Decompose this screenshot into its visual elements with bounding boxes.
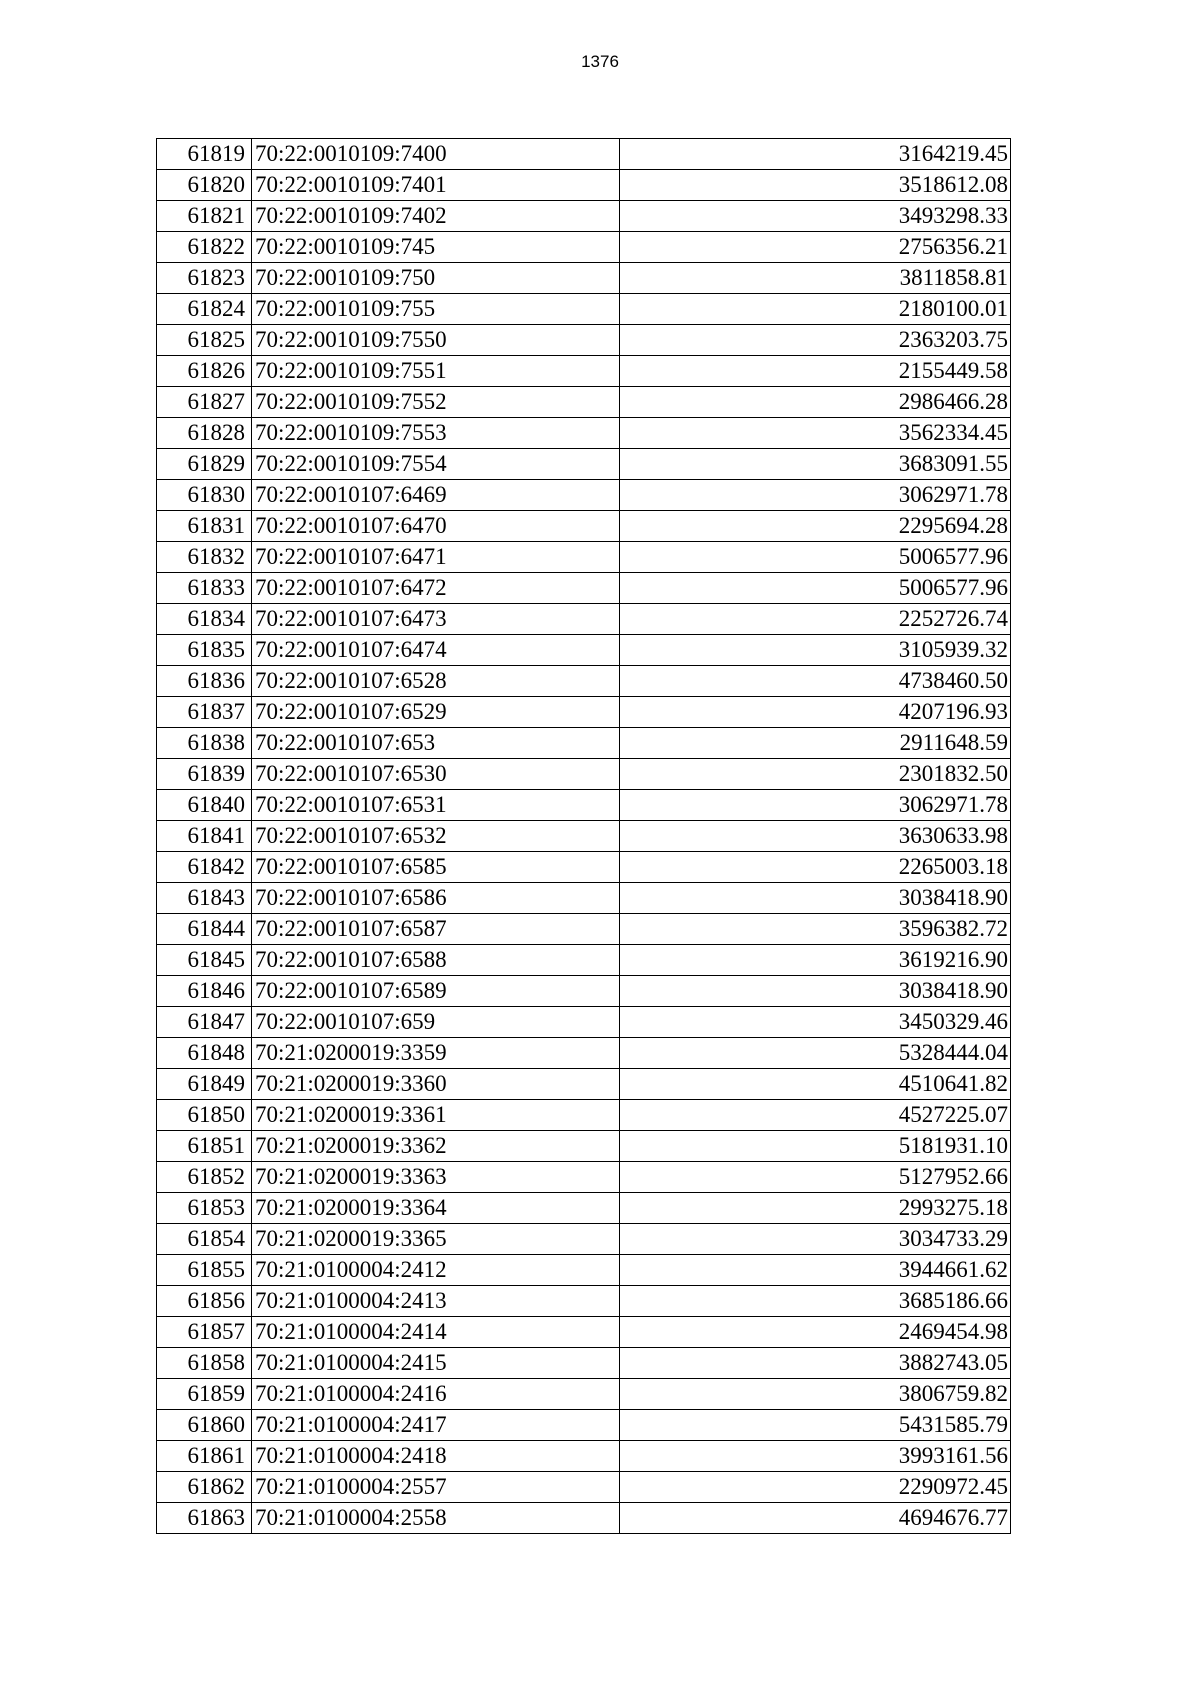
- table-row: [157, 914, 1011, 945]
- table-row: [157, 1069, 1011, 1100]
- cadastral-number-cell: 70:22:0010107:6530: [252, 759, 620, 790]
- table-row: [157, 201, 1011, 232]
- row-number-cell: 61834: [157, 604, 252, 635]
- cadastral-value-cell: 3630633.98: [620, 821, 1011, 852]
- cadastral-number-cell: 70:22:0010107:6529: [252, 697, 620, 728]
- row-number-cell: 61843: [157, 883, 252, 914]
- row-number-cell: 61831: [157, 511, 252, 542]
- cadastral-value-cell: 4207196.93: [620, 697, 1011, 728]
- cadastral-value-cell: 3562334.45: [620, 418, 1011, 449]
- table-row: [157, 1317, 1011, 1348]
- cadastral-number-cell: 70:21:0100004:2414: [252, 1317, 620, 1348]
- cadastral-value-cell: 3493298.33: [620, 201, 1011, 232]
- row-number-cell: 61849: [157, 1069, 252, 1100]
- cadastral-number-cell: 70:22:0010107:653: [252, 728, 620, 759]
- table-row: [157, 1472, 1011, 1503]
- cadastral-number-cell: 70:22:0010107:6471: [252, 542, 620, 573]
- cadastral-value-cell: 2993275.18: [620, 1193, 1011, 1224]
- table-row: [157, 1348, 1011, 1379]
- row-number-cell: 61836: [157, 666, 252, 697]
- row-number-cell: 61820: [157, 170, 252, 201]
- table-row: [157, 1007, 1011, 1038]
- table-row: [157, 1131, 1011, 1162]
- cadastral-value-cell: 2180100.01: [620, 294, 1011, 325]
- cadastral-number-cell: 70:21:0100004:2558: [252, 1503, 620, 1534]
- table-row: [157, 356, 1011, 387]
- table-row: [157, 1193, 1011, 1224]
- table-row: [157, 728, 1011, 759]
- row-number-cell: 61859: [157, 1379, 252, 1410]
- row-number-cell: 61825: [157, 325, 252, 356]
- cadastral-number-cell: 70:21:0200019:3362: [252, 1131, 620, 1162]
- row-number-cell: 61860: [157, 1410, 252, 1441]
- row-number-cell: 61819: [157, 139, 252, 170]
- cadastral-number-cell: 70:22:0010109:7552: [252, 387, 620, 418]
- table-body: [157, 139, 1011, 1534]
- cadastral-number-cell: 70:22:0010107:6528: [252, 666, 620, 697]
- row-number-cell: 61826: [157, 356, 252, 387]
- cadastral-value-cell: 2295694.28: [620, 511, 1011, 542]
- table-row: [157, 387, 1011, 418]
- cadastral-value-table: [156, 138, 1011, 1534]
- cadastral-number-cell: 70:22:0010107:6587: [252, 914, 620, 945]
- table-row: [157, 697, 1011, 728]
- row-number-cell: 61821: [157, 201, 252, 232]
- cadastral-number-cell: 70:22:0010109:7401: [252, 170, 620, 201]
- row-number-cell: 61850: [157, 1100, 252, 1131]
- table-row: [157, 263, 1011, 294]
- cadastral-number-cell: 70:22:0010109:745: [252, 232, 620, 263]
- cadastral-value-cell: 2155449.58: [620, 356, 1011, 387]
- row-number-cell: 61854: [157, 1224, 252, 1255]
- table-row: [157, 1100, 1011, 1131]
- cadastral-number-cell: 70:22:0010107:6589: [252, 976, 620, 1007]
- row-number-cell: 61827: [157, 387, 252, 418]
- cadastral-value-cell: 3062971.78: [620, 790, 1011, 821]
- cadastral-value-cell: 2290972.45: [620, 1472, 1011, 1503]
- cadastral-value-cell: 3518612.08: [620, 170, 1011, 201]
- table-row: [157, 480, 1011, 511]
- cadastral-value-cell: 2469454.98: [620, 1317, 1011, 1348]
- row-number-cell: 61828: [157, 418, 252, 449]
- row-number-cell: 61858: [157, 1348, 252, 1379]
- table-row: [157, 945, 1011, 976]
- row-number-cell: 61838: [157, 728, 252, 759]
- cadastral-value-cell: 3685186.66: [620, 1286, 1011, 1317]
- table-row: [157, 635, 1011, 666]
- table-row: [157, 1255, 1011, 1286]
- table-row: [157, 790, 1011, 821]
- cadastral-value-cell: 3038418.90: [620, 883, 1011, 914]
- table-row: [157, 604, 1011, 635]
- cadastral-value-cell: 4694676.77: [620, 1503, 1011, 1534]
- table-row: [157, 449, 1011, 480]
- table-row: [157, 852, 1011, 883]
- row-number-cell: 61851: [157, 1131, 252, 1162]
- page-number: 1376: [581, 52, 619, 71]
- cadastral-value-cell: 2252726.74: [620, 604, 1011, 635]
- table-row: [157, 1224, 1011, 1255]
- cadastral-number-cell: 70:21:0100004:2413: [252, 1286, 620, 1317]
- table-row: [157, 666, 1011, 697]
- cadastral-number-cell: 70:21:0100004:2417: [252, 1410, 620, 1441]
- cadastral-value-cell: 3619216.90: [620, 945, 1011, 976]
- table-row: [157, 976, 1011, 1007]
- table-row: [157, 170, 1011, 201]
- cadastral-value-cell: 2756356.21: [620, 232, 1011, 263]
- table-row: [157, 759, 1011, 790]
- cadastral-value-cell: 4510641.82: [620, 1069, 1011, 1100]
- row-number-cell: 61824: [157, 294, 252, 325]
- cadastral-value-cell: 2911648.59: [620, 728, 1011, 759]
- cadastral-value-cell: 3105939.32: [620, 635, 1011, 666]
- cadastral-number-cell: 70:22:0010109:7402: [252, 201, 620, 232]
- cadastral-value-cell: 4527225.07: [620, 1100, 1011, 1131]
- table-row: [157, 821, 1011, 852]
- cadastral-number-cell: 70:21:0100004:2418: [252, 1441, 620, 1472]
- cadastral-value-cell: 4738460.50: [620, 666, 1011, 697]
- cadastral-value-cell: 5431585.79: [620, 1410, 1011, 1441]
- table-row: [157, 418, 1011, 449]
- row-number-cell: 61848: [157, 1038, 252, 1069]
- row-number-cell: 61833: [157, 573, 252, 604]
- table-row: [157, 1441, 1011, 1472]
- cadastral-value-cell: 3164219.45: [620, 139, 1011, 170]
- row-number-cell: 61852: [157, 1162, 252, 1193]
- cadastral-value-cell: 2301832.50: [620, 759, 1011, 790]
- cadastral-number-cell: 70:21:0200019:3365: [252, 1224, 620, 1255]
- cadastral-value-cell: 3062971.78: [620, 480, 1011, 511]
- table-row: [157, 1379, 1011, 1410]
- cadastral-value-cell: 3882743.05: [620, 1348, 1011, 1379]
- table-row: [157, 1410, 1011, 1441]
- row-number-cell: 61856: [157, 1286, 252, 1317]
- row-number-cell: 61837: [157, 697, 252, 728]
- cadastral-number-cell: 70:21:0200019:3360: [252, 1069, 620, 1100]
- cadastral-value-cell: 5006577.96: [620, 573, 1011, 604]
- cadastral-number-cell: 70:22:0010109:755: [252, 294, 620, 325]
- row-number-cell: 61847: [157, 1007, 252, 1038]
- table-row: [157, 139, 1011, 170]
- row-number-cell: 61845: [157, 945, 252, 976]
- cadastral-number-cell: 70:21:0100004:2416: [252, 1379, 620, 1410]
- cadastral-number-cell: 70:21:0200019:3359: [252, 1038, 620, 1069]
- cadastral-number-cell: 70:22:0010109:7553: [252, 418, 620, 449]
- row-number-cell: 61840: [157, 790, 252, 821]
- cadastral-number-cell: 70:21:0200019:3364: [252, 1193, 620, 1224]
- table-row: [157, 573, 1011, 604]
- table-row: [157, 1503, 1011, 1534]
- cadastral-value-cell: 3596382.72: [620, 914, 1011, 945]
- cadastral-number-cell: 70:22:0010109:7400: [252, 139, 620, 170]
- cadastral-number-cell: 70:22:0010109:7554: [252, 449, 620, 480]
- cadastral-number-cell: 70:22:0010107:6532: [252, 821, 620, 852]
- table-row: [157, 294, 1011, 325]
- table-row: [157, 325, 1011, 356]
- table-row: [157, 1038, 1011, 1069]
- row-number-cell: 61835: [157, 635, 252, 666]
- cadastral-value-cell: 2986466.28: [620, 387, 1011, 418]
- cadastral-number-cell: 70:21:0100004:2415: [252, 1348, 620, 1379]
- cadastral-value-cell: 3806759.82: [620, 1379, 1011, 1410]
- row-number-cell: 61823: [157, 263, 252, 294]
- cadastral-number-cell: 70:21:0100004:2412: [252, 1255, 620, 1286]
- row-number-cell: 61830: [157, 480, 252, 511]
- cadastral-number-cell: 70:22:0010107:6472: [252, 573, 620, 604]
- row-number-cell: 61822: [157, 232, 252, 263]
- row-number-cell: 61829: [157, 449, 252, 480]
- row-number-cell: 61842: [157, 852, 252, 883]
- cadastral-value-cell: 3038418.90: [620, 976, 1011, 1007]
- cadastral-value-cell: 5328444.04: [620, 1038, 1011, 1069]
- cadastral-value-cell: 3450329.46: [620, 1007, 1011, 1038]
- cadastral-value-cell: 3811858.81: [620, 263, 1011, 294]
- cadastral-number-cell: 70:22:0010109:7550: [252, 325, 620, 356]
- cadastral-number-cell: 70:22:0010107:6585: [252, 852, 620, 883]
- row-number-cell: 61841: [157, 821, 252, 852]
- row-number-cell: 61839: [157, 759, 252, 790]
- cadastral-value-cell: 3993161.56: [620, 1441, 1011, 1472]
- table-row: [157, 232, 1011, 263]
- cadastral-value-cell: 3944661.62: [620, 1255, 1011, 1286]
- table-row: [157, 542, 1011, 573]
- table-row: [157, 883, 1011, 914]
- row-number-cell: 61832: [157, 542, 252, 573]
- cadastral-number-cell: 70:22:0010107:659: [252, 1007, 620, 1038]
- row-number-cell: 61844: [157, 914, 252, 945]
- row-number-cell: 61861: [157, 1441, 252, 1472]
- cadastral-number-cell: 70:22:0010107:6474: [252, 635, 620, 666]
- cadastral-number-cell: 70:22:0010109:750: [252, 263, 620, 294]
- cadastral-value-cell: 2363203.75: [620, 325, 1011, 356]
- cadastral-value-cell: 3034733.29: [620, 1224, 1011, 1255]
- cadastral-number-cell: 70:22:0010107:6473: [252, 604, 620, 635]
- cadastral-value-cell: 2265003.18: [620, 852, 1011, 883]
- row-number-cell: 61863: [157, 1503, 252, 1534]
- table-row: [157, 511, 1011, 542]
- row-number-cell: 61855: [157, 1255, 252, 1286]
- cadastral-number-cell: 70:22:0010107:6588: [252, 945, 620, 976]
- cadastral-number-cell: 70:22:0010107:6470: [252, 511, 620, 542]
- cadastral-value-cell: 3683091.55: [620, 449, 1011, 480]
- cadastral-value-cell: 5127952.66: [620, 1162, 1011, 1193]
- row-number-cell: 61857: [157, 1317, 252, 1348]
- cadastral-number-cell: 70:21:0200019:3363: [252, 1162, 620, 1193]
- cadastral-number-cell: 70:22:0010109:7551: [252, 356, 620, 387]
- cadastral-number-cell: 70:22:0010107:6586: [252, 883, 620, 914]
- cadastral-number-cell: 70:22:0010107:6531: [252, 790, 620, 821]
- cadastral-number-cell: 70:21:0100004:2557: [252, 1472, 620, 1503]
- row-number-cell: 61846: [157, 976, 252, 1007]
- cadastral-number-cell: 70:21:0200019:3361: [252, 1100, 620, 1131]
- cadastral-value-cell: 5181931.10: [620, 1131, 1011, 1162]
- row-number-cell: 61853: [157, 1193, 252, 1224]
- table-row: [157, 1162, 1011, 1193]
- cadastral-value-cell: 5006577.96: [620, 542, 1011, 573]
- table-row: [157, 1286, 1011, 1317]
- row-number-cell: 61862: [157, 1472, 252, 1503]
- cadastral-number-cell: 70:22:0010107:6469: [252, 480, 620, 511]
